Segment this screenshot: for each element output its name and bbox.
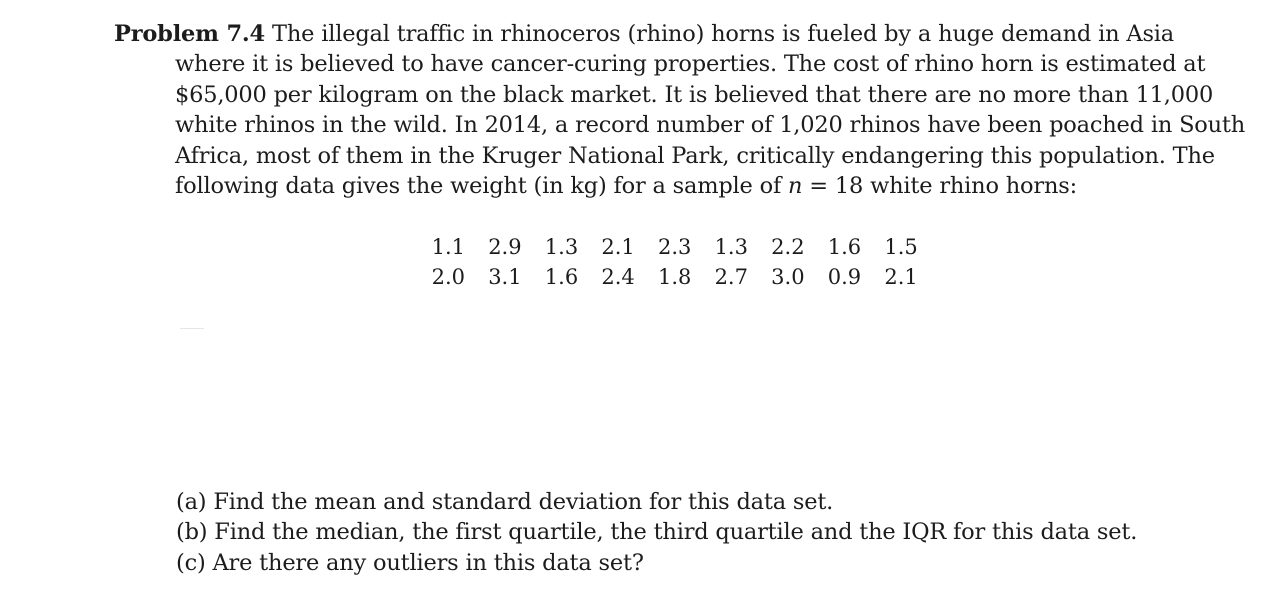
data-table [420, 232, 929, 292]
data-cell: 2.4 [601, 265, 635, 289]
question-c: (c) Are there any outliers in this data set? [176, 549, 644, 576]
problem-line-5: Africa, most of them in the Kruger National Park, critically endangering this population. The [175, 142, 1215, 169]
data-cell: 2.9 [488, 235, 522, 259]
data-cell: 2.3 [657, 235, 692, 259]
data-cell: 1.6 [827, 235, 862, 259]
problem-line-3: $65,000 per kilogram on the black market. It is believed that there are no more than 11,000 [175, 81, 1214, 108]
data-cell: 2.1 [884, 265, 918, 289]
data-cell: 2.1 [601, 235, 635, 259]
problem-line-6 [114, 171, 1174, 201]
sample-size-variable: n [788, 172, 803, 199]
data-cell: 0.9 [827, 265, 862, 289]
data-cell: 3.1 [488, 265, 522, 289]
question-list [176, 487, 1137, 578]
problem-line-1 [114, 19, 1174, 49]
question-a: (a) Find the mean and standard deviation for this data set. [176, 489, 834, 515]
data-row [420, 232, 929, 262]
data-cell: 1.5 [884, 235, 918, 259]
question-b: (b) Find the median, the first quartile, the third quartile and the IQR for this data set. [176, 519, 1138, 546]
problem-line-2: where it is believed to have cancer-curing properties. The cost of rhino horn is estimated at [175, 51, 1206, 78]
problem-line-4: white rhinos in the wild. In 2014, a record number of 1,020 rhinos have been poached in South [175, 112, 1246, 139]
problem-label: Problem 7.4 [114, 21, 266, 47]
scan-speck [180, 328, 204, 329]
data-cell: 1.3 [714, 235, 748, 259]
data-cell: 3.0 [771, 265, 805, 289]
data-cell: 1.8 [657, 265, 692, 289]
data-cell: 2.2 [771, 235, 805, 259]
problem-text: following data gives the weight (in kg) for a sample of [175, 172, 782, 199]
data-cell: 2.0 [431, 265, 465, 289]
data-cell: 1.6 [544, 265, 579, 289]
data-row [420, 262, 929, 292]
data-cell: 1.1 [431, 235, 465, 259]
data-cell: 1.3 [544, 235, 579, 259]
problem-statement [114, 19, 1246, 201]
data-cell: 2.7 [714, 265, 748, 289]
problem-text: The illegal traffic in rhinoceros (rhino) horns is fueled by a huge demand in Asia [272, 21, 1175, 47]
problem-text: = 18 white rhino horns: [802, 172, 1077, 199]
